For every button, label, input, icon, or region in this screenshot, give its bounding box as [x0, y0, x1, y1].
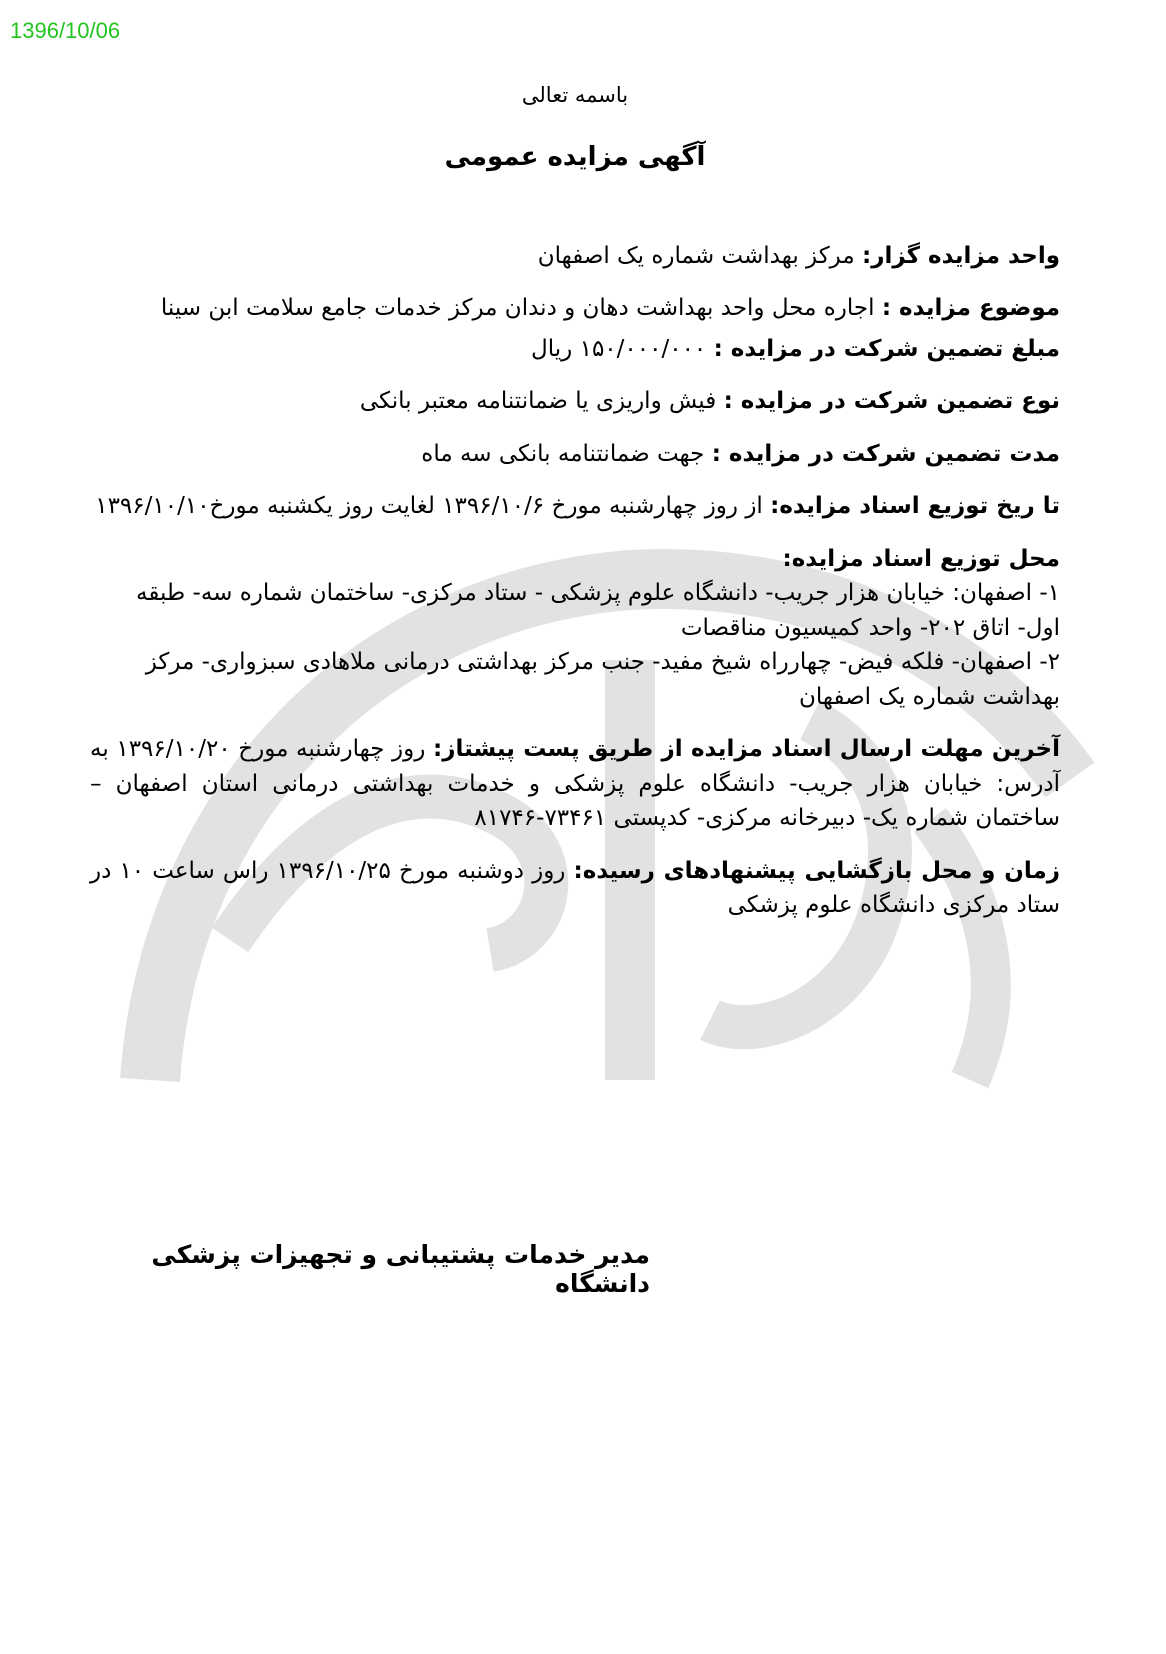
field-distribution-place: [90, 542, 1060, 715]
field-subject-label: موضوع مزایده :: [881, 295, 1060, 321]
field-guarantee-amount: [90, 332, 1060, 367]
field-distribution-place-label: محل توزیع اسناد مزایده:: [782, 545, 1060, 572]
field-unit-label: واحد مزایده گزار:: [862, 242, 1060, 269]
field-subject: [90, 291, 1060, 326]
field-opening-value: روز دوشنبه مورخ ۱۳۹۶/۱۰/۲۵ راس ساعت ۱۰ در ستاد مرکزی دانشگاه علوم پزشکی: [90, 857, 1060, 918]
field-opening: [90, 854, 1060, 923]
field-guarantee-duration-label: مدت تضمین شرکت در مزایده :: [711, 440, 1060, 467]
field-post-deadline-value: روز چهارشنبه مورخ ۱۳۹۶/۱۰/۲۰ به آدرس: خیابان هزار جریب- دانشگاه علوم پزشکی و خدمات بهداشتی درمانی استان اصفهان – ساختمان شماره یک- دبیرخانه مرکزی- کدپستی ۷۳۴۶۱-۸۱۷۴۶: [90, 736, 1060, 831]
field-guarantee-type-label: نوع تضمین شرکت در مزایده :: [723, 388, 1060, 414]
field-subject-value: اجاره محل واحد بهداشت دهان و دندان مرکز خدمات جامع سلامت ابن سینا: [160, 295, 875, 321]
field-guarantee-type-value: فیش واریزی یا ضمانتنامه معتبر بانکی: [359, 388, 717, 414]
list-item: ۲- اصفهان- فلکه فیض- چهارراه شیخ مفید- جنب مرکز بهداشتی درمانی ملاهادی سبزواری- مرکز بهداشت شماره یک اصفهان: [145, 649, 1060, 710]
field-unit-value: مرکز بهداشت شماره یک اصفهان: [537, 242, 855, 269]
announcement-body: [90, 80, 1060, 941]
page-title: آگهی مزایده عمومی: [444, 141, 706, 172]
signature: مدیر خدمات پشتیبانی و تجهیزات پزشکی دانشگاه: [151, 1240, 650, 1298]
field-guarantee-amount-value: ۱۵۰/۰۰۰/۰۰۰ ریال: [531, 335, 707, 362]
field-guarantee-duration: [90, 437, 1060, 472]
field-distribution-date-label: تا ریخ توزیع اسناد مزایده:: [770, 493, 1060, 519]
field-unit: [90, 239, 1060, 274]
field-post-deadline: [90, 732, 1060, 836]
field-distribution-date: [90, 489, 1060, 524]
field-opening-label: زمان و محل بازگشایی پیشنهادهای رسیده:: [573, 857, 1060, 884]
field-post-deadline-label: آخرین مهلت ارسال اسناد مزایده از طریق پست پیشتاز:: [433, 736, 1061, 762]
field-distribution-date-value: از روز چهارشنبه مورخ ۱۳۹۶/۱۰/۶ لغایت روز یکشنبه مورخ۱۳۹۶/۱۰/۱۰: [95, 493, 763, 519]
list-item: ۱- اصفهان: خیابان هزار جریب- دانشگاه علوم پزشکی - ستاد مرکزی- ساختمان شماره سه- طبقه اول- اتاق ۲۰۲- واحد کمیسیون مناقصات: [136, 580, 1060, 641]
field-guarantee-amount-label: مبلغ تضمین شرکت در مزایده :: [713, 335, 1060, 362]
field-guarantee-type: [90, 384, 1060, 419]
basmala: باسمه تعالی: [521, 83, 629, 107]
field-guarantee-duration-value: جهت ضمانتنامه بانکی سه ماه: [421, 440, 705, 467]
stamp-date: 1396/10/06: [10, 18, 121, 43]
